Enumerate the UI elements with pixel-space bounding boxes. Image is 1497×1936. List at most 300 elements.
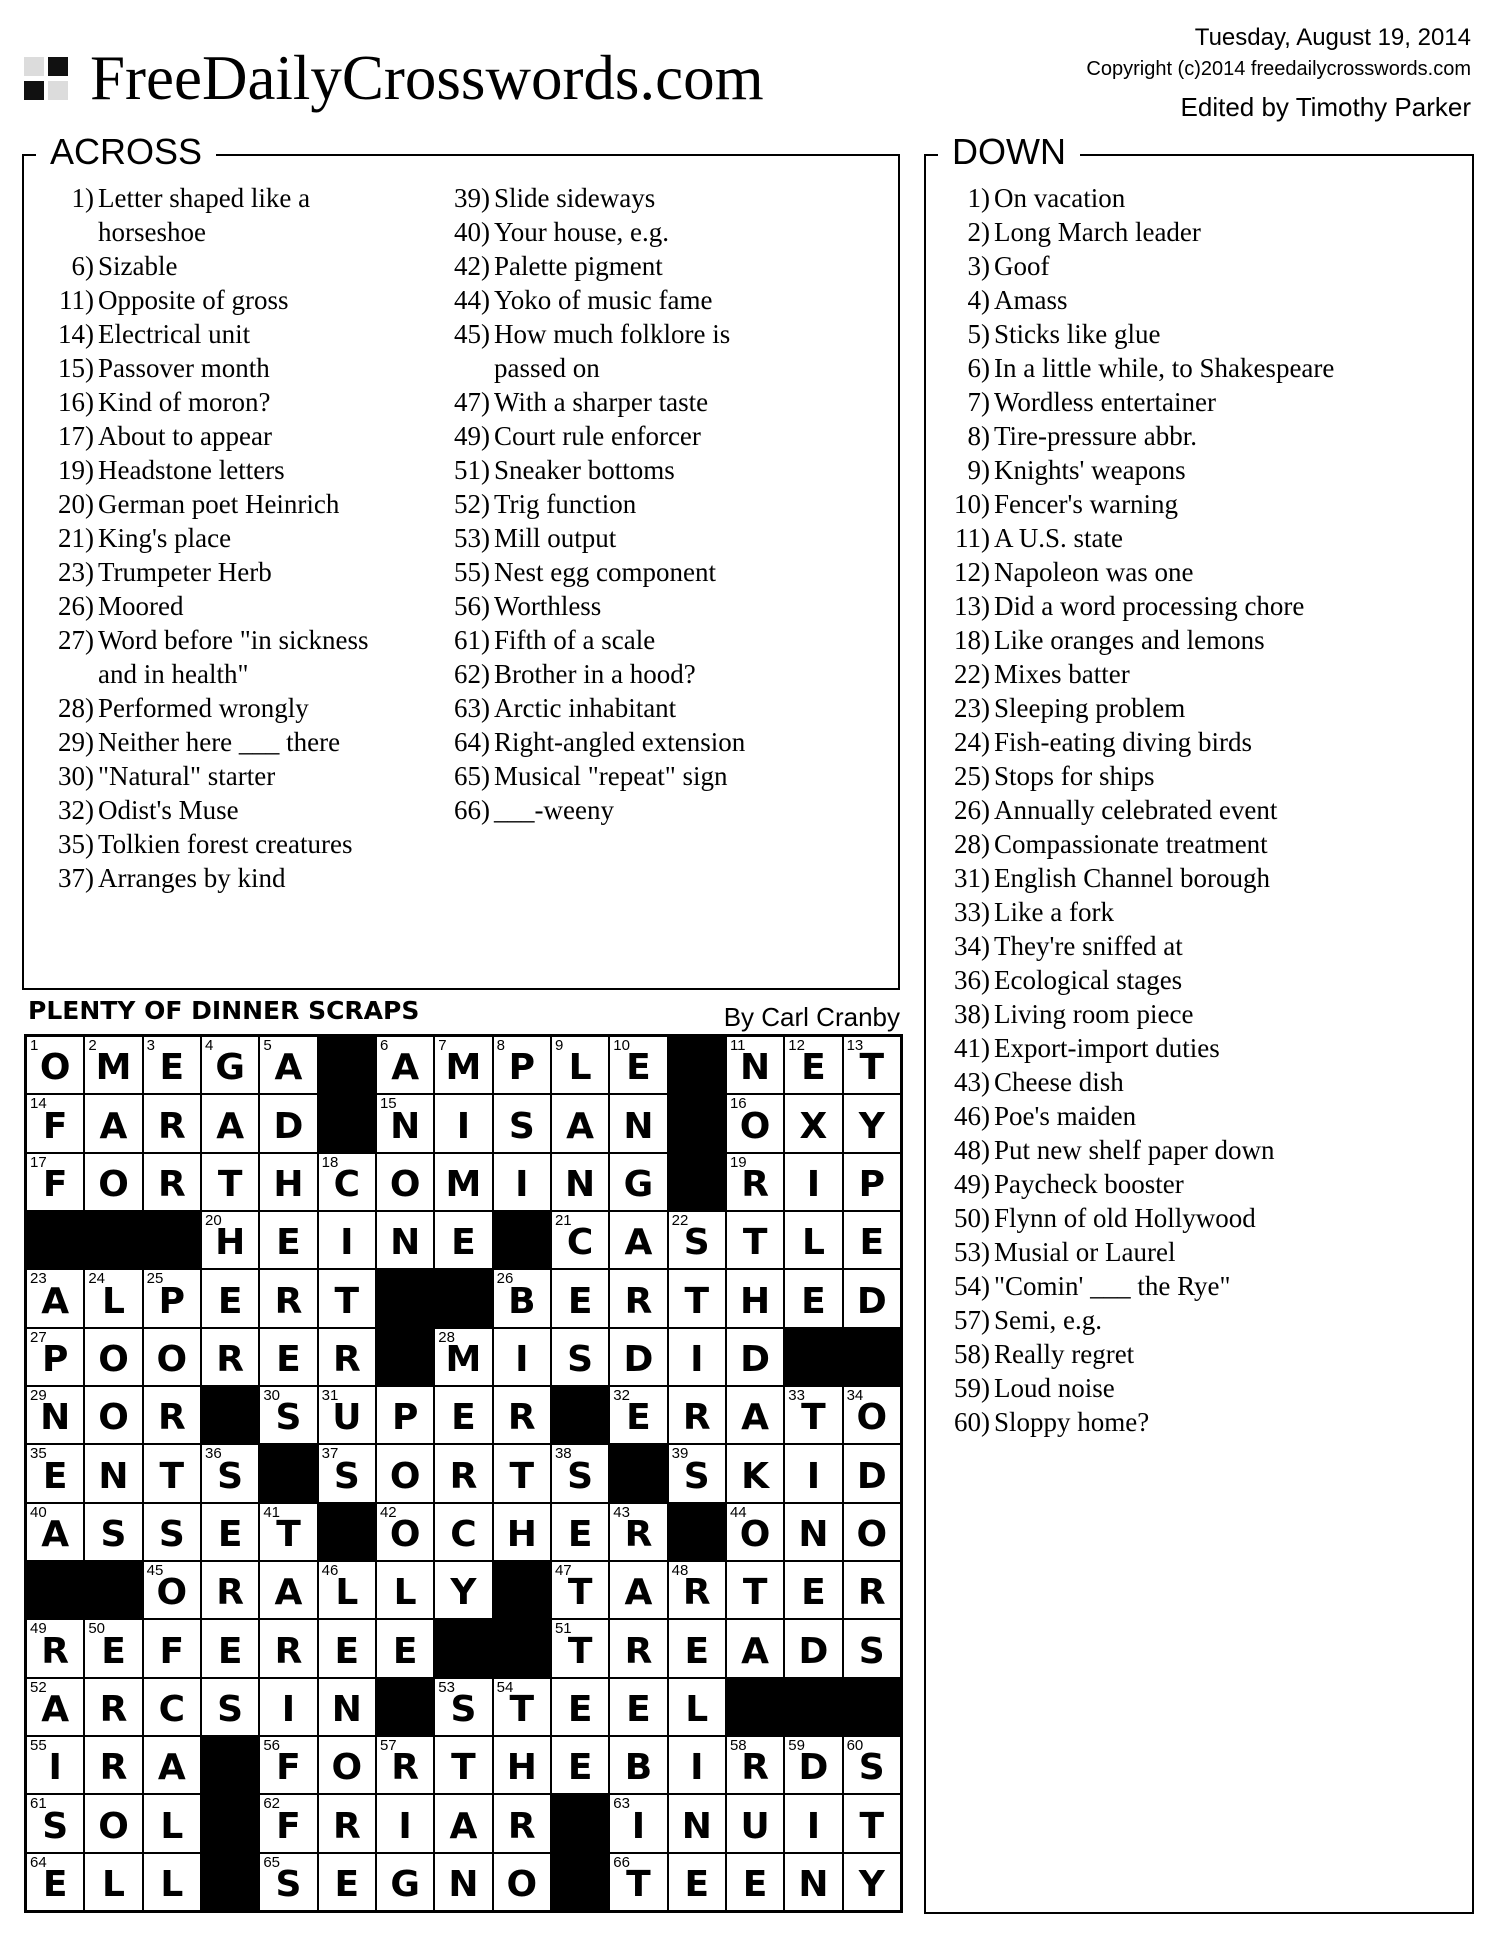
grid-cell[interactable] — [609, 1561, 667, 1619]
down-clue-number: 8) — [967, 421, 990, 451]
grid-cell[interactable] — [84, 1619, 142, 1677]
across-clue-text: Kind of moron? — [98, 387, 271, 417]
grid-cell[interactable] — [376, 1094, 434, 1152]
site-title: FreeDailyCrosswords.com — [90, 43, 764, 113]
cell-letter: T — [567, 1572, 593, 1614]
cell-letter: Y — [858, 1105, 885, 1147]
down-clue-text: Fencer's warning — [994, 489, 1179, 519]
cell-letter: E — [684, 1630, 710, 1672]
across-clue — [50, 759, 369, 793]
grid-cell[interactable] — [318, 1678, 376, 1736]
grid-cell[interactable] — [201, 1269, 259, 1327]
grid-cell[interactable] — [726, 1328, 784, 1386]
grid-cell[interactable] — [784, 1153, 842, 1211]
grid-cell[interactable] — [493, 1503, 551, 1561]
grid-cell[interactable] — [259, 1094, 317, 1152]
grid-cell[interactable] — [551, 1678, 609, 1736]
grid-cell[interactable] — [143, 1269, 201, 1327]
grid-cell[interactable] — [551, 1561, 609, 1619]
grid-cell[interactable] — [143, 1094, 201, 1152]
grid-cell[interactable] — [26, 1619, 84, 1677]
grid-cell[interactable] — [668, 1444, 726, 1502]
across-clue-number: 42) — [454, 251, 490, 281]
grid-cell[interactable] — [551, 1269, 609, 1327]
cell-number: 19 — [729, 1153, 747, 1171]
grid-cell[interactable] — [84, 1386, 142, 1444]
grid-cell[interactable] — [143, 1444, 201, 1502]
grid-cell[interactable] — [784, 1386, 842, 1444]
grid-cell[interactable] — [551, 1503, 609, 1561]
grid-cell[interactable] — [726, 1211, 784, 1269]
cell-letter: L — [160, 1805, 184, 1847]
puzzle-byline: By Carl Cranby — [723, 1002, 900, 1032]
across-clue-number: 21) — [58, 523, 94, 553]
cell-letter: R — [216, 1572, 245, 1614]
cell-letter: K — [741, 1455, 770, 1497]
grid-cell[interactable] — [143, 1736, 201, 1794]
grid-cell[interactable] — [318, 1153, 376, 1211]
grid-cell[interactable] — [843, 1444, 901, 1502]
grid-cell[interactable] — [726, 1036, 784, 1094]
cell-letter: E — [451, 1222, 476, 1264]
cell-letter: R — [507, 1397, 536, 1439]
down-clue — [946, 1303, 1334, 1337]
grid-cell[interactable] — [784, 1853, 842, 1911]
grid-cell[interactable] — [376, 1503, 434, 1561]
grid-cell[interactable] — [376, 1853, 434, 1911]
grid-cell[interactable] — [201, 1503, 259, 1561]
grid-cell[interactable] — [84, 1036, 142, 1094]
grid-cell[interactable] — [143, 1328, 201, 1386]
grid-cell[interactable] — [434, 1444, 492, 1502]
grid-cell[interactable] — [201, 1094, 259, 1152]
grid-cell[interactable] — [143, 1036, 201, 1094]
grid-cell[interactable] — [259, 1269, 317, 1327]
grid-cell[interactable] — [434, 1094, 492, 1152]
grid-cell[interactable] — [609, 1153, 667, 1211]
cell-letter: T — [334, 1280, 360, 1322]
grid-cell[interactable] — [609, 1853, 667, 1911]
down-clue — [946, 181, 1334, 215]
cell-number: 65 — [263, 1853, 280, 1871]
grid-cell[interactable] — [143, 1853, 201, 1911]
grid-cell[interactable] — [376, 1211, 434, 1269]
grid-cell[interactable] — [26, 1153, 84, 1211]
grid-cell[interactable] — [376, 1619, 434, 1677]
down-clue — [946, 215, 1334, 249]
cell-letter: S — [508, 1105, 535, 1147]
grid-cell[interactable] — [726, 1386, 784, 1444]
down-clue — [946, 793, 1334, 827]
grid-cell[interactable] — [493, 1736, 551, 1794]
cell-letter: H — [215, 1222, 246, 1264]
cell-number: 21 — [554, 1211, 572, 1229]
grid-cell[interactable] — [609, 1794, 667, 1852]
grid-cell[interactable] — [318, 1736, 376, 1794]
grid-cell[interactable] — [26, 1094, 84, 1152]
down-clue — [946, 1405, 1334, 1439]
grid-cell[interactable] — [259, 1794, 317, 1852]
grid-cell[interactable] — [843, 1736, 901, 1794]
grid-cell[interactable] — [434, 1853, 492, 1911]
down-clue-text: English Channel borough — [994, 863, 1270, 893]
grid-cell[interactable] — [726, 1094, 784, 1152]
cell-letter: H — [273, 1163, 304, 1205]
grid-cell[interactable] — [668, 1619, 726, 1677]
grid-cell[interactable] — [668, 1561, 726, 1619]
across-clue-text: Word before "in sickness — [98, 625, 369, 655]
across-clue-text: Yoko of music fame — [494, 285, 713, 315]
grid-cell[interactable] — [26, 1328, 84, 1386]
grid-cell[interactable] — [609, 1386, 667, 1444]
grid-cell[interactable] — [318, 1619, 376, 1677]
grid-block — [843, 1678, 901, 1736]
down-clue — [946, 759, 1334, 793]
grid-cell[interactable] — [784, 1269, 842, 1327]
down-clue-text: A U.S. state — [994, 523, 1124, 553]
grid-block — [551, 1386, 609, 1444]
grid-cell[interactable] — [259, 1853, 317, 1911]
grid-cell[interactable] — [843, 1561, 901, 1619]
grid-cell[interactable] — [84, 1736, 142, 1794]
down-clue — [946, 1065, 1334, 1099]
grid-cell[interactable] — [259, 1386, 317, 1444]
grid-cell[interactable] — [551, 1328, 609, 1386]
grid-cell[interactable] — [259, 1328, 317, 1386]
grid-cell[interactable] — [493, 1269, 551, 1327]
down-clue-number: 2) — [967, 217, 990, 247]
cell-number: 26 — [496, 1270, 514, 1288]
grid-cell[interactable] — [609, 1094, 667, 1152]
grid-cell[interactable] — [318, 1853, 376, 1911]
cell-letter: T — [859, 1805, 885, 1847]
grid-cell[interactable] — [551, 1036, 609, 1094]
grid-cell[interactable] — [26, 1386, 84, 1444]
across-clue-number: 39) — [454, 183, 490, 213]
grid-cell[interactable] — [318, 1561, 376, 1619]
grid-cell[interactable] — [259, 1211, 317, 1269]
grid-cell[interactable] — [784, 1211, 842, 1269]
cell-letter: O — [156, 1572, 188, 1614]
across-clue-text: Court rule enforcer — [494, 421, 701, 451]
down-clue-text: Cheese dish — [994, 1067, 1124, 1097]
grid-cell[interactable] — [493, 1094, 551, 1152]
grid-cell[interactable] — [201, 1678, 259, 1736]
grid-cell[interactable] — [259, 1619, 317, 1677]
grid-cell[interactable] — [551, 1153, 609, 1211]
grid-cell[interactable] — [609, 1328, 667, 1386]
down-clue-number: 9) — [967, 455, 990, 485]
cell-letter: A — [157, 1747, 186, 1789]
grid-cell[interactable] — [668, 1386, 726, 1444]
grid-cell[interactable] — [26, 1853, 84, 1911]
cell-letter: O — [39, 1047, 71, 1089]
cell-letter: R — [157, 1163, 186, 1205]
cell-letter: E — [684, 1863, 710, 1905]
grid-cell[interactable] — [434, 1678, 492, 1736]
grid-cell[interactable] — [551, 1619, 609, 1677]
grid-cell[interactable] — [434, 1211, 492, 1269]
across-clues-column-1 — [50, 181, 369, 895]
grid-cell[interactable] — [318, 1211, 376, 1269]
grid-cell[interactable] — [843, 1211, 901, 1269]
grid-cell[interactable] — [143, 1619, 201, 1677]
cell-letter: N — [740, 1047, 771, 1089]
grid-cell[interactable] — [376, 1794, 434, 1852]
cell-number: 39 — [671, 1445, 689, 1463]
down-clue-text: Flynn of old Hollywood — [994, 1203, 1256, 1233]
down-clue-text: Export-import duties — [994, 1033, 1220, 1063]
grid-cell[interactable] — [609, 1269, 667, 1327]
down-clue — [946, 725, 1334, 759]
cell-letter: E — [567, 1688, 593, 1730]
down-clue-number: 60) — [954, 1407, 990, 1437]
grid-cell[interactable] — [26, 1678, 84, 1736]
grid-cell[interactable] — [318, 1444, 376, 1502]
grid-cell[interactable] — [84, 1794, 142, 1852]
grid-cell[interactable] — [201, 1036, 259, 1094]
grid-cell[interactable] — [318, 1794, 376, 1852]
grid-cell[interactable] — [26, 1794, 84, 1852]
grid-cell[interactable] — [259, 1678, 317, 1736]
grid-cell[interactable] — [143, 1386, 201, 1444]
cell-number: 62 — [263, 1795, 280, 1813]
across-clue-text: Sizable — [98, 251, 178, 281]
grid-cell[interactable] — [726, 1794, 784, 1852]
grid-cell[interactable] — [784, 1794, 842, 1852]
grid-cell[interactable] — [143, 1503, 201, 1561]
grid-cell[interactable] — [609, 1678, 667, 1736]
cell-letter: T — [451, 1747, 476, 1789]
down-clue — [946, 623, 1334, 657]
across-clue — [446, 453, 745, 487]
grid-cell[interactable] — [376, 1444, 434, 1502]
grid-cell[interactable] — [843, 1503, 901, 1561]
across-clue-text: Slide sideways — [494, 183, 656, 213]
grid-cell[interactable] — [493, 1036, 551, 1094]
grid-cell[interactable] — [84, 1153, 142, 1211]
down-clue-number: 5) — [967, 319, 990, 349]
grid-cell[interactable] — [784, 1036, 842, 1094]
editor-credit: Edited by Timothy Parker — [1180, 92, 1471, 122]
grid-cell[interactable] — [668, 1269, 726, 1327]
cell-letter: D — [740, 1338, 771, 1380]
cell-letter: T — [567, 1630, 593, 1672]
grid-cell[interactable] — [609, 1736, 667, 1794]
grid-cell[interactable] — [784, 1736, 842, 1794]
grid-cell[interactable] — [843, 1094, 901, 1152]
grid-cell[interactable] — [668, 1853, 726, 1911]
grid-cell[interactable] — [26, 1269, 84, 1327]
grid-cell[interactable] — [784, 1444, 842, 1502]
cell-number: 66 — [613, 1853, 630, 1871]
cell-letter: E — [626, 1397, 651, 1439]
grid-cell[interactable] — [318, 1328, 376, 1386]
down-clue-text: Paycheck booster — [994, 1169, 1184, 1199]
grid-cell[interactable] — [434, 1503, 492, 1561]
grid-cell[interactable] — [26, 1036, 84, 1094]
grid-cell[interactable] — [668, 1794, 726, 1852]
grid-cell[interactable] — [26, 1503, 84, 1561]
down-clue-number: 1) — [967, 183, 990, 213]
grid-cell[interactable] — [493, 1444, 551, 1502]
grid-cell[interactable] — [376, 1386, 434, 1444]
grid-cell[interactable] — [668, 1736, 726, 1794]
cell-number: 63 — [613, 1795, 630, 1813]
grid-cell[interactable] — [668, 1211, 726, 1269]
down-clue — [946, 827, 1334, 861]
grid-cell[interactable] — [609, 1211, 667, 1269]
grid-cell[interactable] — [726, 1153, 784, 1211]
grid-cell[interactable] — [201, 1619, 259, 1677]
grid-cell[interactable] — [84, 1503, 142, 1561]
across-clue — [446, 759, 745, 793]
grid-cell[interactable] — [434, 1153, 492, 1211]
grid-cell[interactable] — [84, 1269, 142, 1327]
grid-cell[interactable] — [376, 1736, 434, 1794]
grid-cell[interactable] — [726, 1853, 784, 1911]
grid-cell[interactable] — [843, 1619, 901, 1677]
grid-cell[interactable] — [376, 1561, 434, 1619]
cell-number: 9 — [554, 1037, 564, 1054]
cell-letter: R — [507, 1805, 536, 1847]
grid-cell[interactable] — [726, 1561, 784, 1619]
cell-letter: U — [740, 1805, 770, 1847]
grid-cell[interactable] — [84, 1678, 142, 1736]
grid-cell[interactable] — [668, 1328, 726, 1386]
grid-cell[interactable] — [843, 1153, 901, 1211]
grid-cell[interactable] — [551, 1444, 609, 1502]
cell-letter: O — [98, 1397, 129, 1439]
grid-cell[interactable] — [668, 1678, 726, 1736]
grid-cell[interactable] — [84, 1094, 142, 1152]
down-clue — [946, 1167, 1334, 1201]
grid-cell[interactable] — [843, 1386, 901, 1444]
down-clue — [946, 419, 1334, 453]
grid-block — [318, 1094, 376, 1152]
grid-cell[interactable] — [434, 1794, 492, 1852]
grid-cell[interactable] — [609, 1503, 667, 1561]
down-clue-text: Napoleon was one — [994, 557, 1194, 587]
grid-cell[interactable] — [143, 1561, 201, 1619]
grid-cell[interactable] — [784, 1561, 842, 1619]
grid-cell[interactable] — [143, 1678, 201, 1736]
grid-cell[interactable] — [434, 1036, 492, 1094]
grid-cell[interactable] — [726, 1619, 784, 1677]
grid-cell[interactable] — [843, 1794, 901, 1852]
cell-letter: N — [623, 1105, 654, 1147]
across-clue — [50, 861, 369, 895]
cell-letter: A — [624, 1222, 653, 1264]
down-clue-text: Mixes batter — [994, 659, 1130, 689]
grid-cell[interactable] — [201, 1328, 259, 1386]
puzzle-date: Tuesday, August 19, 2014 — [1194, 24, 1471, 51]
cell-letter: R — [157, 1397, 186, 1439]
grid-cell[interactable] — [434, 1561, 492, 1619]
cell-letter: L — [393, 1572, 417, 1614]
grid-cell[interactable] — [84, 1853, 142, 1911]
grid-cell[interactable] — [201, 1561, 259, 1619]
down-clue-number: 31) — [954, 863, 990, 893]
cell-number: 42 — [379, 1503, 397, 1521]
grid-cell[interactable] — [551, 1094, 609, 1152]
grid-cell[interactable] — [259, 1036, 317, 1094]
grid-cell[interactable] — [493, 1328, 551, 1386]
across-clue — [50, 317, 369, 351]
grid-cell[interactable] — [493, 1678, 551, 1736]
across-clue-text: Fifth of a scale — [494, 625, 656, 655]
grid-cell[interactable] — [376, 1036, 434, 1094]
grid-cell[interactable] — [551, 1736, 609, 1794]
grid-cell[interactable] — [259, 1153, 317, 1211]
grid-cell[interactable] — [201, 1444, 259, 1502]
cell-number: 46 — [321, 1561, 339, 1579]
grid-cell[interactable] — [493, 1386, 551, 1444]
cell-letter: E — [451, 1397, 476, 1439]
grid-cell[interactable] — [784, 1503, 842, 1561]
grid-cell[interactable] — [318, 1269, 376, 1327]
across-clue-number: 47) — [454, 387, 490, 417]
grid-cell[interactable] — [376, 1153, 434, 1211]
grid-cell[interactable] — [434, 1386, 492, 1444]
grid-cell[interactable] — [609, 1619, 667, 1677]
down-clue-text: On vacation — [994, 183, 1126, 213]
grid-cell[interactable] — [551, 1211, 609, 1269]
grid-cell[interactable] — [26, 1736, 84, 1794]
down-clue — [946, 1235, 1334, 1269]
grid-cell[interactable] — [26, 1444, 84, 1502]
grid-cell[interactable] — [493, 1153, 551, 1211]
cell-number: 8 — [496, 1037, 505, 1054]
grid-cell[interactable] — [843, 1853, 901, 1911]
grid-cell[interactable] — [726, 1269, 784, 1327]
grid-cell[interactable] — [843, 1036, 901, 1094]
cell-number: 48 — [671, 1561, 689, 1579]
grid-cell[interactable] — [493, 1794, 551, 1852]
cell-letter: N — [390, 1222, 421, 1264]
grid-cell[interactable] — [726, 1444, 784, 1502]
grid-cell[interactable] — [84, 1444, 142, 1502]
grid-cell[interactable] — [609, 1036, 667, 1094]
grid-cell[interactable] — [784, 1619, 842, 1677]
cell-letter: S — [217, 1455, 244, 1497]
grid-cell[interactable] — [843, 1269, 901, 1327]
grid-cell[interactable] — [726, 1503, 784, 1561]
grid-cell[interactable] — [493, 1853, 551, 1911]
grid-cell[interactable] — [143, 1794, 201, 1852]
grid-cell[interactable] — [259, 1736, 317, 1794]
cell-number: 11 — [729, 1037, 746, 1054]
across-clue-number: 40) — [454, 217, 490, 247]
grid-cell[interactable] — [143, 1153, 201, 1211]
cell-letter: T — [742, 1572, 768, 1614]
cell-letter: H — [740, 1280, 771, 1322]
grid-cell[interactable] — [726, 1736, 784, 1794]
grid-cell[interactable] — [259, 1561, 317, 1619]
grid-cell[interactable] — [434, 1328, 492, 1386]
grid-cell[interactable] — [784, 1094, 842, 1152]
grid-cell[interactable] — [318, 1386, 376, 1444]
cell-number: 4 — [204, 1037, 214, 1054]
across-clue-number: 14) — [58, 319, 94, 349]
grid-cell[interactable] — [201, 1153, 259, 1211]
grid-cell[interactable] — [259, 1503, 317, 1561]
grid-cell[interactable] — [201, 1211, 259, 1269]
grid-cell[interactable] — [434, 1736, 492, 1794]
cell-letter: F — [276, 1747, 301, 1789]
grid-cell[interactable] — [84, 1328, 142, 1386]
cell-number: 44 — [729, 1503, 747, 1521]
